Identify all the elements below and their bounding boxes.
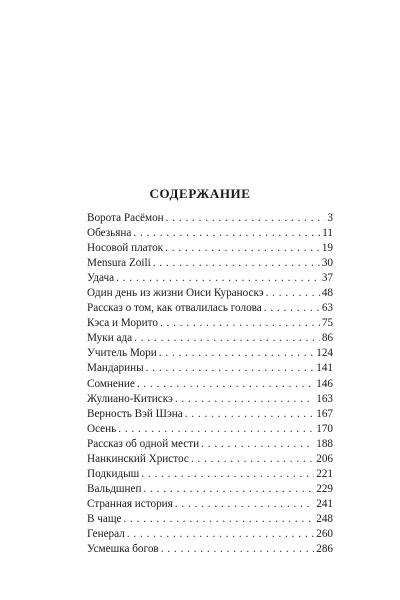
toc-entry-page-number: 167 [316,407,333,420]
toc-entry [87,482,333,497]
toc-entry-title: Осень [87,422,117,435]
toc-entry-title: Жулиано-Китискэ [87,392,173,405]
toc-entry [87,467,333,482]
toc-entry [87,301,333,316]
toc-entry [87,422,333,437]
dot-leader [266,286,320,301]
dot-leader [141,467,314,482]
toc-entry-page-number: 286 [316,543,333,556]
toc-entry-page-number: 260 [316,527,333,540]
toc-entry [87,211,333,226]
toc-entry-title: Носовой платок [87,242,164,255]
toc-entry-page-number: 124 [316,347,333,360]
toc-entry-title: Учитель Мори [87,347,157,360]
toc-entry-title: Рассказ о том, как отвалилась голова [87,302,262,315]
toc-entry-page-number: 221 [316,467,333,480]
toc-entry [87,497,333,512]
toc-entry-title: Кэса и Морито [87,317,158,330]
toc-entry-title: Подкидыш [87,467,140,480]
toc-entry-page-number: 19 [321,242,333,255]
toc-entry [87,527,333,542]
toc-entry [87,437,333,452]
dot-leader [161,542,315,557]
toc-entry [87,271,333,286]
toc-entry-page-number: 241 [316,497,333,510]
toc-entry-title: Вальдшнеп [87,482,142,495]
toc-entry-page-number: 188 [316,437,333,450]
dot-leader [165,241,320,256]
toc-entry-page-number: 75 [321,317,333,330]
dot-leader [166,211,326,226]
toc-entry-title: Рассказ об одной мести [87,437,200,450]
toc-entry-page-number: 48 [321,287,333,300]
toc-entry-title: В чаще [87,512,122,525]
dot-leader [127,527,314,542]
toc-entry [87,392,333,407]
dot-leader [159,346,315,361]
toc-entry-title: Странная история [87,497,173,510]
toc-entry [87,346,333,361]
toc-entry-title: Удача [87,272,115,285]
toc-entry [87,331,333,346]
page-title: СОДЕРЖАНИЕ [149,186,251,201]
dot-leader [175,497,314,512]
toc-entry [87,226,333,241]
dot-leader [201,437,314,452]
toc-entry-page-number: 37 [321,272,333,285]
toc-entry-title: Один день из жизни Оиси Кураноскэ [87,287,264,300]
toc-entry-title: Ворота Расёмон [87,212,164,224]
toc-entry [87,256,333,271]
toc-entry [87,241,333,256]
toc-entry-page-number: 206 [316,452,333,465]
toc-entry [87,452,333,467]
toc-entry [87,361,333,376]
dot-leader [175,392,314,407]
dot-leader [264,301,320,316]
dot-leader [134,331,320,346]
toc-entry-title: Сомнение [87,377,135,390]
dot-leader [191,452,314,467]
dot-leader [143,482,314,497]
toc-entry-title: Генерал [87,527,125,540]
toc-entry [87,377,333,392]
table-of-contents [87,211,333,557]
toc-entry-page-number: 163 [316,392,333,405]
toc-entry [87,542,333,557]
toc-entry-page-number: 86 [321,332,333,345]
dot-leader [146,361,315,376]
dot-leader [116,271,320,286]
toc-entry-page-number: 146 [316,377,333,390]
toc-entry [87,407,333,422]
dot-leader [133,226,320,241]
toc-entry-page-number: 3 [327,212,333,224]
dot-leader [137,377,314,392]
dot-leader [153,256,320,271]
toc-entry-page-number: 170 [316,422,333,435]
toc-entry-title: Обезьяна [87,227,132,240]
toc-entry-page-number: 229 [316,482,333,495]
toc-entry-page-number: 63 [321,302,333,315]
dot-leader [123,512,314,527]
dot-leader [118,422,314,437]
toc-entry-page-number: 141 [316,362,333,375]
toc-entry-title: Муки ада [87,332,133,345]
toc-entry-page-number: 30 [321,257,333,270]
toc-entry-title: Верность Вэй Шэна [87,407,183,420]
toc-entry-title: Мандарины [87,362,144,375]
toc-entry [87,286,333,301]
toc-entry-page-number: 11 [322,227,333,240]
toc-entry-title: Усмешка богов [87,543,159,556]
toc-entry-page-number: 248 [316,512,333,525]
toc-entry-title: Нанкинский Христос [87,452,189,465]
toc-entry [87,512,333,527]
dot-leader [160,316,320,331]
toc-entry-title: Mensura Zoili [87,257,151,270]
toc-entry [87,316,333,331]
dot-leader [185,407,314,422]
